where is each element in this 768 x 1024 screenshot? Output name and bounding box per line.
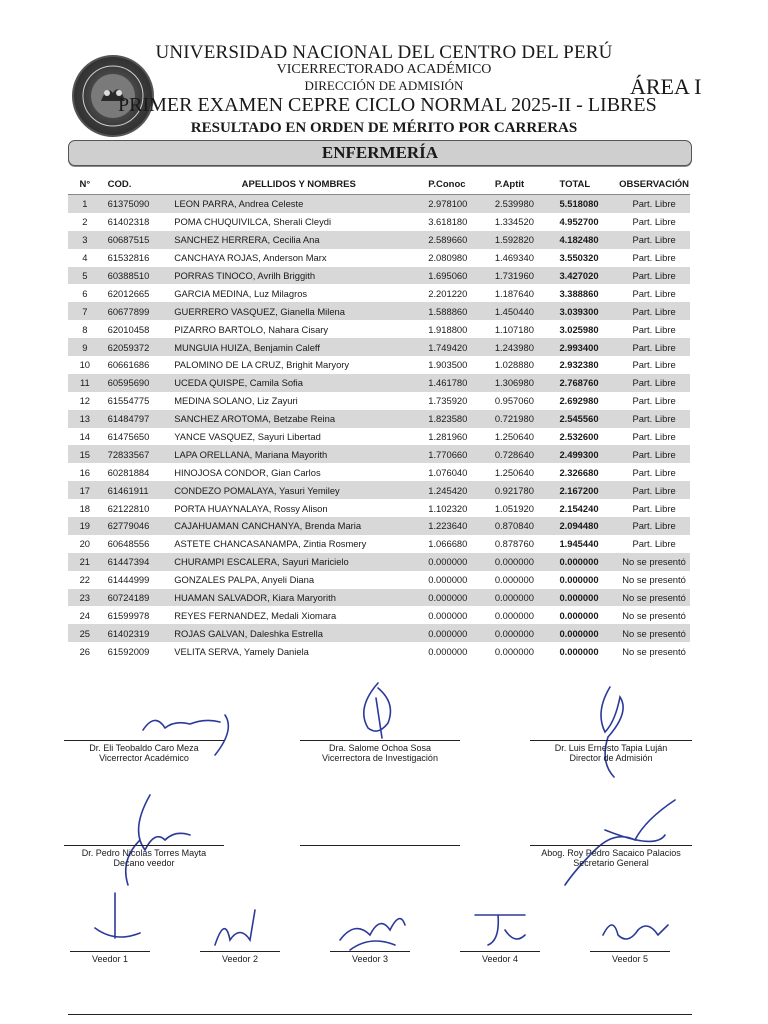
col-paptit: P.Aptit	[491, 174, 556, 195]
signature-veedor-5	[598, 910, 673, 950]
cell-observacion: Part. Libre	[618, 517, 690, 535]
cell-pconoc: 1.749420	[424, 338, 491, 356]
cell-total: 2.154240	[559, 502, 599, 514]
cell-paptit: 1.731960	[491, 267, 556, 285]
cell-total: 0.000000	[555, 589, 618, 607]
cell-pconoc: 0.000000	[424, 553, 491, 571]
cell-total: 3.025980	[559, 323, 599, 335]
signatory-name: Dra. Salome Ochoa Sosa	[328, 743, 432, 753]
cell-paptit: 1.592820	[491, 231, 556, 249]
veedor-5	[590, 951, 670, 964]
cell-name: ASTETE CHANCASANAMPA, Zintia Rosmery	[174, 538, 367, 550]
signatory-caro-meza	[64, 740, 224, 763]
signatory-ochoa-sosa	[300, 740, 460, 763]
table-row	[68, 553, 690, 571]
cell-paptit: 1.028880	[494, 359, 534, 371]
cell-code: 60677899	[102, 302, 171, 320]
cell-observacion: Part. Libre	[618, 374, 690, 392]
table-row	[68, 231, 690, 249]
cell-total: 0.000000	[559, 609, 599, 621]
cell-number: 14	[79, 431, 91, 443]
signature-sacaico-palacios	[545, 790, 685, 895]
cell-number: 19	[68, 517, 102, 535]
col-number: N°	[68, 174, 102, 195]
table-row	[68, 428, 690, 446]
signatory-name: Dr. Pedro Nicolas Torres Mayta	[81, 848, 207, 858]
cell-pconoc: 2.978100	[424, 195, 491, 213]
cell-name: UCEDA QUISPE, Camila Sofia	[170, 374, 424, 392]
cell-code: 61532816	[107, 252, 150, 264]
cell-paptit: 0.000000	[491, 553, 556, 571]
cell-observacion: Part. Libre	[618, 195, 690, 213]
cell-number: 17	[68, 481, 102, 499]
cell-number: 8	[82, 323, 88, 335]
col-pconoc: P.Conoc	[424, 174, 491, 195]
table-body	[68, 195, 690, 661]
cell-code: 60687515	[102, 231, 171, 249]
cell-code: 61554775	[107, 395, 150, 407]
cell-code: 61375090	[102, 195, 171, 213]
area-label: ÁREA I	[630, 74, 702, 99]
cell-number: 16	[79, 466, 91, 478]
cell-pconoc: 2.201220	[428, 287, 468, 299]
table-row	[68, 338, 690, 356]
signature-veedor-4	[470, 910, 530, 950]
cell-paptit: 0.000000	[491, 589, 556, 607]
cell-code: 61447394	[102, 553, 171, 571]
cell-pconoc: 1.461780	[424, 374, 491, 392]
cell-pconoc: 3.618180	[428, 216, 468, 228]
cell-pconoc: 0.000000	[424, 589, 491, 607]
cell-name: LAPA ORELLANA, Mariana Mayorith	[170, 445, 424, 463]
veedor-label: Veedor 3	[351, 954, 389, 964]
cell-observacion: Part. Libre	[618, 338, 690, 356]
cell-pconoc: 1.245420	[424, 481, 491, 499]
signatory-name: Dr. Eli Teobaldo Caro Meza	[89, 743, 199, 753]
signature-tapia-lujan	[590, 682, 640, 782]
table-row	[68, 392, 690, 410]
cell-name: CONDEZO POMALAYA, Yasuri Yemiley	[170, 481, 424, 499]
cell-name: SANCHEZ AROTOMA, Betzabe Reina	[170, 410, 424, 428]
cell-pconoc: 1.223640	[424, 517, 491, 535]
table-row	[68, 481, 690, 499]
cell-total: 3.550320	[559, 252, 599, 264]
cell-name: PIZARRO BARTOLO, Nahara Cisary	[174, 323, 329, 335]
table-row	[68, 302, 690, 320]
cell-pconoc: 1.281960	[428, 431, 468, 443]
veedor-2	[200, 951, 280, 964]
cell-code: 60595690	[102, 374, 171, 392]
veedor-label: Veedor 1	[91, 954, 129, 964]
cell-name: LEON PARRA, Andrea Celeste	[170, 195, 424, 213]
cell-total: 3.039300	[555, 302, 618, 320]
table-row	[68, 284, 690, 302]
cell-pconoc: 1.735920	[428, 395, 468, 407]
cell-observacion: No se presentó	[622, 574, 686, 586]
career-banner: ENFERMERÍA	[68, 140, 692, 166]
veedor-3	[330, 951, 410, 964]
cell-code: 61475650	[107, 431, 150, 443]
results-table	[68, 174, 690, 660]
cell-number: 15	[68, 445, 102, 463]
table-row	[68, 356, 690, 374]
cell-name: PORTA HUAYNALAYA, Rossy Alison	[174, 502, 328, 514]
table-row	[68, 589, 690, 607]
cell-pconoc: 0.000000	[428, 609, 468, 621]
cell-pconoc: 1.903500	[428, 359, 468, 371]
cell-observacion: Part. Libre	[632, 216, 676, 228]
veedor-4	[460, 951, 540, 964]
cell-observacion: Part. Libre	[632, 395, 676, 407]
cell-code: 62779046	[102, 517, 171, 535]
cell-paptit: 1.051920	[494, 502, 534, 514]
cell-total: 2.499300	[555, 445, 618, 463]
cell-number: 10	[79, 359, 91, 371]
signatory-role: Vicerrector Académico	[99, 753, 189, 763]
cell-number: 5	[68, 267, 102, 285]
table-row	[68, 213, 690, 231]
table-row	[68, 571, 690, 589]
cell-code: 60388510	[102, 267, 171, 285]
veedor-label: Veedor 5	[611, 954, 649, 964]
table-row	[68, 642, 690, 660]
cell-number: 20	[79, 538, 91, 550]
cell-paptit: 1.334520	[494, 216, 534, 228]
cell-pconoc: 2.589660	[424, 231, 491, 249]
cell-observacion: Part. Libre	[632, 359, 676, 371]
cell-paptit: 0.000000	[494, 574, 534, 586]
table-row	[68, 249, 690, 267]
cell-name: CAJAHUAMAN CANCHANYA, Brenda Maria	[170, 517, 424, 535]
cell-observacion: Part. Libre	[632, 323, 676, 335]
table-row	[68, 606, 690, 624]
table-row	[68, 499, 690, 517]
cell-total: 4.182480	[555, 231, 618, 249]
cell-pconoc: 1.695060	[424, 267, 491, 285]
cell-total: 2.545560	[555, 410, 618, 428]
cell-total: 2.326680	[559, 466, 599, 478]
direccion: DIRECCIÓN DE ADMISIÓN	[304, 78, 464, 93]
cell-number: 4	[82, 252, 88, 264]
cell-code: 61402319	[102, 624, 171, 642]
cell-code: 61461911	[102, 481, 171, 499]
signatory-tapia-lujan	[530, 740, 692, 763]
cell-code: 60281884	[107, 466, 150, 478]
cell-number: 21	[68, 553, 102, 571]
cell-total: 2.932380	[559, 359, 599, 371]
col-name: APELLIDOS Y NOMBRES	[170, 174, 424, 195]
cell-observacion: No se presentó	[622, 609, 686, 621]
signature-veedor-2	[210, 905, 265, 950]
cell-number: 7	[68, 302, 102, 320]
col-total: TOTAL	[555, 174, 618, 195]
cell-number: 13	[68, 410, 102, 428]
signature-torres-mayta	[100, 790, 210, 890]
cell-total: 0.000000	[559, 645, 599, 657]
cell-total: 2.692980	[559, 395, 599, 407]
cell-name: GONZALES PALPA, Anyeli Diana	[174, 574, 315, 586]
cell-total: 0.000000	[559, 574, 599, 586]
cell-name: POMA CHUQUIVILCA, Sherali Cleydi	[174, 216, 332, 228]
cell-name: PALOMINO DE LA CRUZ, Brighit Maryory	[174, 359, 350, 371]
cell-paptit: 0.921780	[491, 481, 556, 499]
cell-number: 11	[68, 374, 102, 392]
table-header-row	[68, 174, 690, 195]
cell-number: 26	[79, 645, 91, 657]
cell-observacion: Part. Libre	[618, 410, 690, 428]
cell-code: 62010458	[107, 323, 150, 335]
signatory-blank	[300, 845, 460, 848]
signatory-torres-mayta	[64, 845, 224, 868]
cell-name: PORRAS TINOCO, Avrilh Briggith	[170, 267, 424, 285]
cell-name: GUERRERO VASQUEZ, Gianella Milena	[170, 302, 424, 320]
cell-code: 60648556	[107, 538, 150, 550]
cell-observacion: Part. Libre	[618, 231, 690, 249]
cell-number: 6	[82, 287, 88, 299]
signatory-role: Secretario General	[573, 858, 649, 868]
cell-code: 61402318	[107, 216, 150, 228]
signatory-role: Vicerrectora de Investigación	[322, 753, 438, 763]
cell-paptit: 0.000000	[491, 624, 556, 642]
cell-number: 23	[68, 589, 102, 607]
cell-total: 1.945440	[559, 538, 599, 550]
cell-pconoc: 2.080980	[428, 252, 468, 264]
cell-name: REYES FERNANDEZ, Medali Xiomara	[174, 609, 337, 621]
cell-code: 60724189	[102, 589, 171, 607]
cell-observacion: Part. Libre	[618, 481, 690, 499]
cell-paptit: 1.107180	[494, 323, 534, 335]
cell-total: 2.532600	[559, 431, 599, 443]
table-row	[68, 267, 690, 285]
table-row	[68, 517, 690, 535]
cell-pconoc: 1.102320	[428, 502, 468, 514]
cell-paptit: 1.250640	[494, 466, 534, 478]
cell-paptit: 1.250640	[494, 431, 534, 443]
table-row	[68, 535, 690, 553]
signatory-role: Director de Admisión	[569, 753, 653, 763]
cell-pconoc: 1.066680	[428, 538, 468, 550]
cell-name: SANCHEZ HERRERA, Cecilia Ana	[170, 231, 424, 249]
cell-pconoc: 1.588860	[424, 302, 491, 320]
cell-observacion: Part. Libre	[618, 267, 690, 285]
cell-paptit: 0.870840	[491, 517, 556, 535]
cell-code: 62122810	[107, 502, 150, 514]
cell-paptit: 0.728640	[491, 445, 556, 463]
cell-total: 2.768760	[555, 374, 618, 392]
cell-pconoc: 0.000000	[428, 574, 468, 586]
cell-total: 0.000000	[555, 553, 618, 571]
cell-paptit: 1.306980	[491, 374, 556, 392]
veedor-1	[70, 951, 150, 964]
table-row	[68, 445, 690, 463]
signatory-name: Dr. Luis Ernesto Tapia Luján	[554, 743, 668, 753]
cell-paptit: 1.469340	[494, 252, 534, 264]
cell-paptit: 0.878760	[494, 538, 534, 550]
cell-total: 0.000000	[555, 624, 618, 642]
cell-code: 62012665	[107, 287, 150, 299]
cell-name: HINOJOSA CONDOR, Gian Carlos	[174, 466, 321, 478]
footer-divider	[68, 1014, 692, 1015]
table-row	[68, 195, 690, 213]
cell-total: 3.427020	[555, 267, 618, 285]
cell-number: 12	[79, 395, 91, 407]
cell-observacion: No se presentó	[618, 589, 690, 607]
cell-code: 61592009	[107, 645, 150, 657]
cell-observacion: Part. Libre	[632, 252, 676, 264]
signature-veedor-1	[85, 888, 145, 948]
cell-pconoc: 0.000000	[424, 624, 491, 642]
veedor-label: Veedor 4	[481, 954, 519, 964]
cell-code: 60661686	[107, 359, 150, 371]
cell-number: 1	[68, 195, 102, 213]
cell-paptit: 0.000000	[494, 609, 534, 621]
cell-number: 22	[79, 574, 91, 586]
signatory-role: Decano veedor	[113, 858, 175, 868]
cell-observacion: Part. Libre	[632, 466, 676, 478]
cell-total: 5.518080	[555, 195, 618, 213]
cell-name: VELITA SERVA, Yamely Daniela	[174, 645, 309, 657]
cell-code: 62059372	[102, 338, 171, 356]
cell-code: 61599978	[107, 609, 150, 621]
cell-paptit: 0.957060	[494, 395, 534, 407]
cell-pconoc: 0.000000	[428, 645, 468, 657]
cell-paptit: 0.000000	[494, 645, 534, 657]
university-name: UNIVERSIDAD NACIONAL DEL CENTRO DEL PERÚ	[155, 42, 613, 63]
cell-number: 24	[79, 609, 91, 621]
cell-code: 72833567	[102, 445, 171, 463]
cell-name: ROJAS GALVAN, Daleshka Estrella	[170, 624, 424, 642]
col-observacion: OBSERVACIÓN	[618, 174, 690, 195]
cell-pconoc: 1.823580	[424, 410, 491, 428]
exam-title: PRIMER EXAMEN CEPRE CICLO NORMAL 2025-II - LIBRES	[118, 94, 657, 116]
cell-pconoc: 1.770660	[424, 445, 491, 463]
cell-name: MUNGUIA HUIZA, Benjamin Caleff	[170, 338, 424, 356]
table-row	[68, 624, 690, 642]
cell-name: GARCIA MEDINA, Luz Milagros	[174, 287, 308, 299]
cell-total: 2.094480	[555, 517, 618, 535]
col-code: COD.	[102, 174, 171, 195]
cell-total: 4.952700	[559, 216, 599, 228]
results-subtitle: RESULTADO EN ORDEN DE MÉRITO POR CARRERAS	[190, 120, 578, 136]
cell-number: 18	[79, 502, 91, 514]
cell-paptit: 0.721980	[491, 410, 556, 428]
table-row	[68, 374, 690, 392]
cell-name: HUAMAN SALVADOR, Kiara Maryorith	[170, 589, 424, 607]
cell-code: 61484797	[102, 410, 171, 428]
cell-observacion: Part. Libre	[618, 302, 690, 320]
cell-observacion: Part. Libre	[618, 445, 690, 463]
veedor-label: Veedor 2	[221, 954, 259, 964]
cell-observacion: No se presentó	[622, 645, 686, 657]
cell-name: YANCE VASQUEZ, Sayuri Libertad	[174, 431, 321, 443]
cell-observacion: Part. Libre	[632, 431, 676, 443]
signatory-name: Abog. Roy Pedro Sacaico Palacios	[541, 848, 681, 858]
cell-code: 61444999	[107, 574, 150, 586]
cell-number: 2	[82, 216, 88, 228]
cell-observacion: Part. Libre	[632, 538, 676, 550]
cell-total: 2.993400	[555, 338, 618, 356]
table-row	[68, 410, 690, 428]
cell-paptit: 1.450440	[491, 302, 556, 320]
cell-name: MEDINA SOLANO, Liz Zayuri	[174, 395, 298, 407]
cell-observacion: Part. Libre	[632, 287, 676, 299]
table-row	[68, 320, 690, 338]
cell-paptit: 2.539980	[491, 195, 556, 213]
cell-pconoc: 1.918800	[428, 323, 468, 335]
cell-number: 9	[68, 338, 102, 356]
cell-number: 25	[68, 624, 102, 642]
signatory-sacaico-palacios	[530, 845, 692, 868]
cell-observacion: Part. Libre	[632, 502, 676, 514]
cell-number: 3	[68, 231, 102, 249]
vicerrectorado: VICERRECTORADO ACADÉMICO	[276, 62, 492, 77]
signature-ochoa-sosa	[348, 678, 408, 748]
cell-total: 2.167200	[555, 481, 618, 499]
cell-pconoc: 1.076040	[428, 466, 468, 478]
cell-paptit: 1.187640	[494, 287, 534, 299]
cell-observacion: No se presentó	[618, 553, 690, 571]
cell-name: CHURAMPI ESCALERA, Sayuri Maricielo	[170, 553, 424, 571]
cell-paptit: 1.243980	[491, 338, 556, 356]
table-row	[68, 463, 690, 481]
cell-observacion: No se presentó	[618, 624, 690, 642]
cell-name: CANCHAYA ROJAS, Anderson Marx	[174, 252, 327, 264]
cell-total: 3.388860	[559, 287, 599, 299]
